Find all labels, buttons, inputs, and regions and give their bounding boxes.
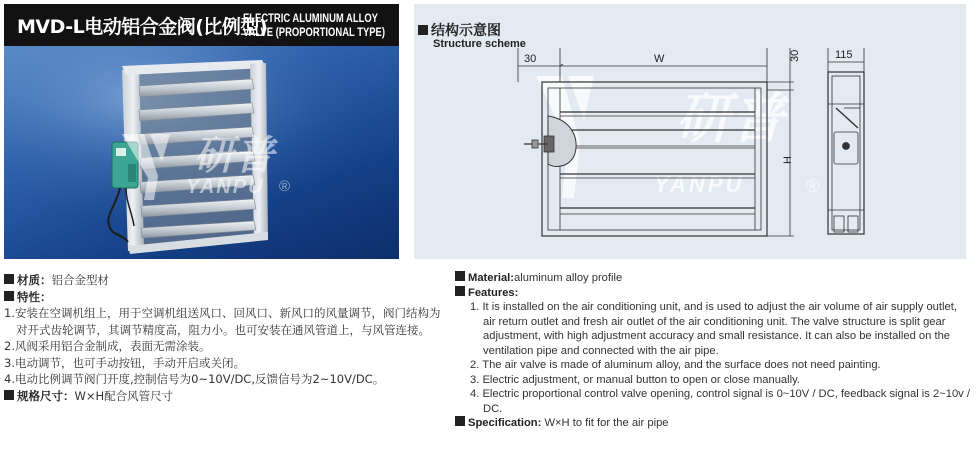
material-row-cn: [4, 272, 444, 289]
dim-top-flange: 30: [789, 49, 801, 62]
dim-width: W: [654, 53, 665, 65]
structure-watermark-en: YANPU: [654, 172, 745, 197]
watermark-cn: 研普: [194, 133, 274, 179]
spec-heading-cn: [4, 389, 75, 403]
product-title-en: [243, 12, 385, 40]
square-bullet-icon: [455, 286, 465, 296]
feature-item-cn-1: 1.安装在空调机组上，用于空调机组送风口、回风口、新风口的风量调节，阀门结构为对开式齿轮调节，其调节精度高，阻力小。也可安装在通风管道上，与风管连接。: [4, 306, 441, 337]
material-heading-cn: [4, 273, 52, 287]
watermark-en: YANPU: [186, 176, 265, 198]
feature-item-en-2: 2. The air valve is made of aluminum alloy, and the surface does not need painting.: [470, 359, 881, 371]
structure-watermark-cn: 研普: [676, 87, 784, 150]
square-bullet-icon: [4, 274, 14, 284]
features-label-en: Features:: [468, 286, 519, 299]
feature-item-cn-4: 4.电动比例调节阀门开度,控制信号为0~10V/DC,反馈信号为2~10V/DC。: [4, 372, 385, 386]
watermark-logo-left: [114, 124, 304, 214]
material-heading-en: [455, 272, 514, 284]
spec-row-en: [455, 416, 970, 431]
structure-title: [418, 20, 501, 40]
structure-title-cn: 结构示意图: [431, 23, 501, 39]
features-heading-en: [455, 286, 970, 301]
material-label-cn: 材质：: [17, 273, 52, 287]
structure-watermark-registered: ®: [806, 176, 820, 196]
square-bullet-icon: [455, 271, 465, 281]
spec-value-en: W×H to fit for the air pipe: [541, 417, 669, 429]
dim-depth: 115: [835, 49, 853, 61]
product-title-en-line1: ELECTRIC ALUMINUM ALLOY: [243, 13, 378, 25]
material-row-en: [455, 271, 970, 286]
dim-height: H: [782, 156, 794, 164]
square-bullet-icon: [455, 416, 465, 426]
spec-label-cn: 规格尺寸：: [17, 388, 75, 403]
product-title-cn: MVD-L电动铝合金阀(比例型): [17, 16, 268, 38]
chinese-spec-column: [4, 272, 444, 404]
watermark-registered: ®: [279, 178, 291, 195]
structure-panel: [414, 4, 966, 259]
material-value-en: aluminum alloy profile: [514, 272, 623, 284]
material-value-cn: 铝合金型材: [51, 273, 109, 287]
features-label-cn: 特性：: [17, 289, 52, 304]
feature-item-cn-2: 2.风阀采用铝合金制成，表面无需涂装。: [4, 339, 211, 353]
english-spec-column: [455, 271, 970, 431]
square-bullet-icon: [4, 390, 14, 400]
material-label-en: Material:: [468, 272, 515, 284]
logo-mark-icon: [114, 128, 192, 206]
feature-item-en-1: 1. It is installed on the air conditioning unit, and is used to adjust the air volume of air supply outlet, air return outlet and fresh air outlet of the air conditioning unit. The valve structure is split gear adjustment, with high adjustment accuracy and small resistance. It can also be installed on the ventilation pipe and connected with the air pipe.: [470, 301, 957, 357]
square-bullet-icon: [4, 291, 14, 301]
square-bullet-icon: [418, 25, 428, 35]
features-heading-cn: [4, 289, 444, 306]
spec-value-cn: W×H配合风管尺寸: [74, 388, 174, 403]
dim-left-flange: 30: [524, 53, 537, 65]
feature-item-en-4: 4. Electric proportional control valve opening, control signal is 0~10V / DC, feedback signal is 2~10v / DC.: [470, 388, 970, 415]
spec-label-en: Specification:: [468, 417, 542, 429]
product-panel: [4, 4, 399, 259]
spec-row-cn: [4, 388, 444, 405]
feature-item-cn-3: 3.电动调节，也可手动按钮，手动开启或关闭。: [4, 355, 245, 370]
product-title-en-line2: VALVE (PROPORTIONAL TYPE): [243, 27, 385, 39]
spec-heading-en: [455, 417, 541, 429]
structure-subtitle: Structure scheme: [433, 38, 526, 50]
feature-item-en-3: 3. Electric adjustment, or manual button to open or close manually.: [470, 373, 800, 386]
title-bar: [4, 4, 399, 46]
